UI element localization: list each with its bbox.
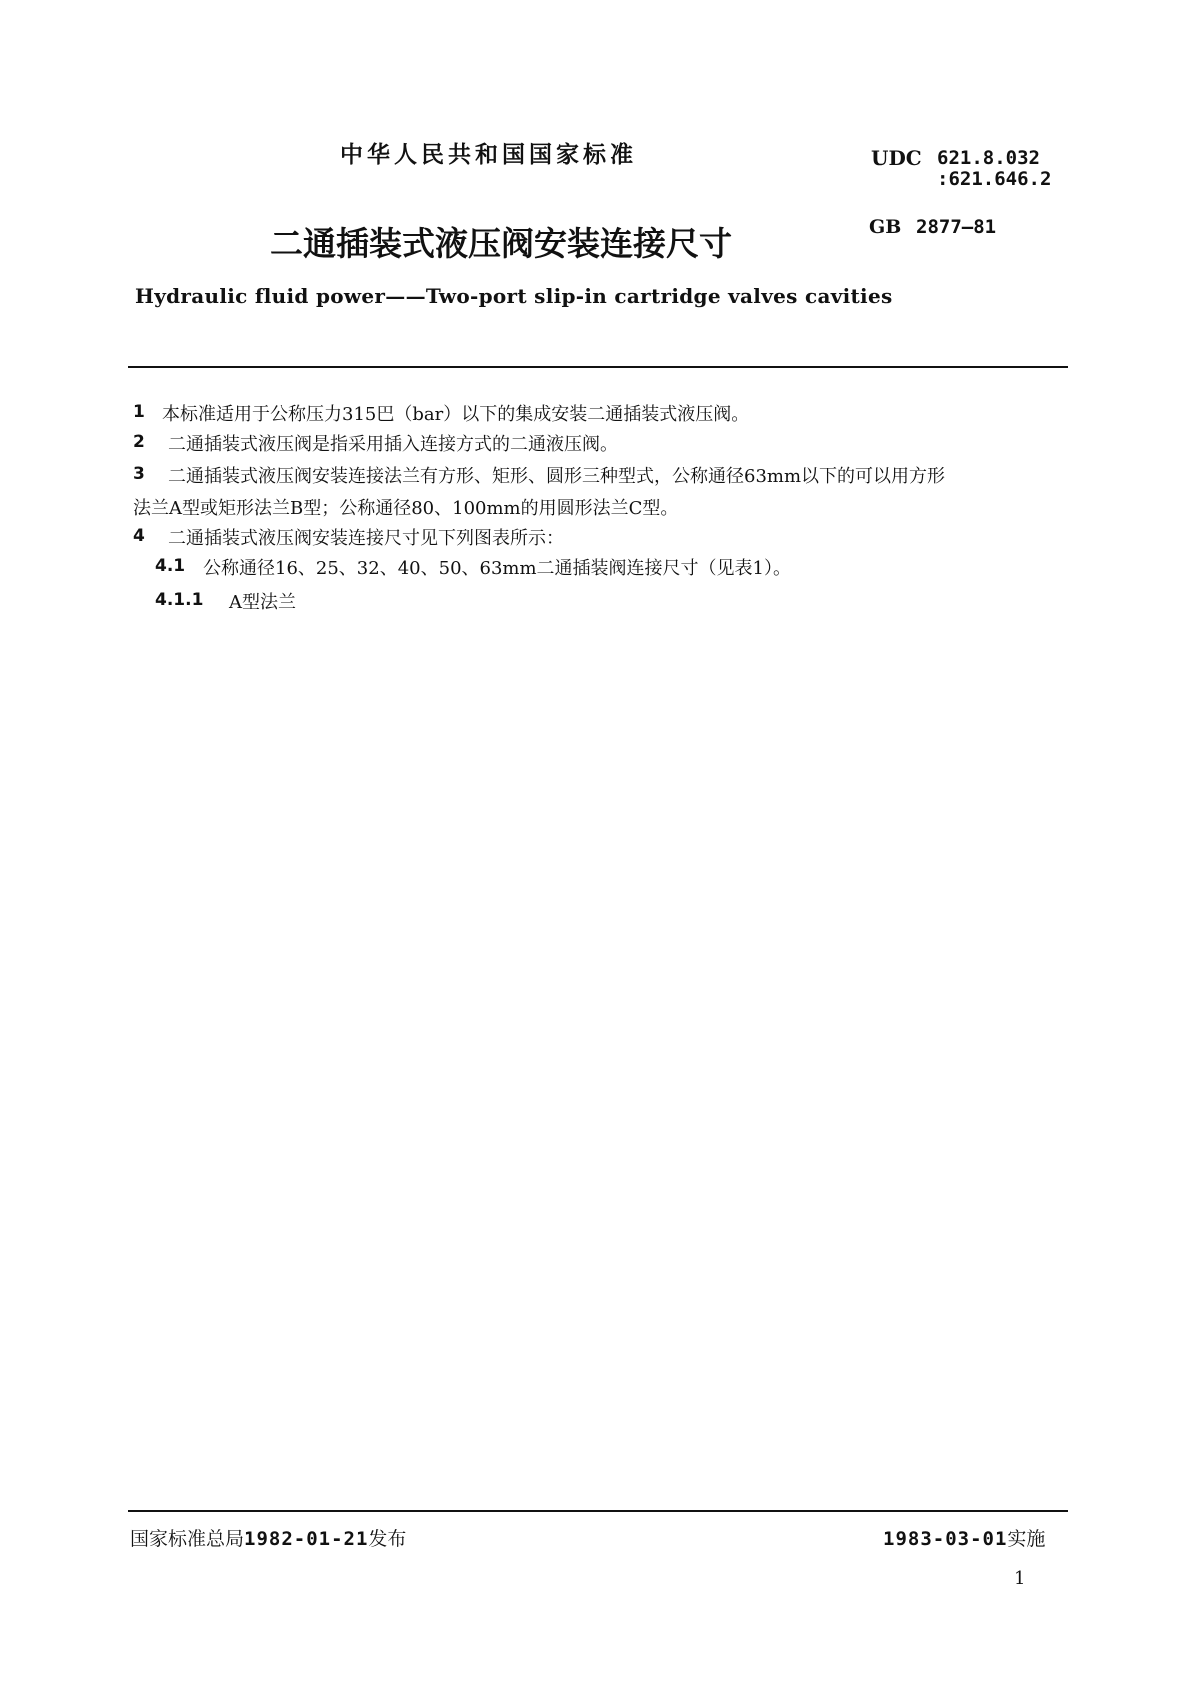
clause-number: 3 <box>133 464 145 484</box>
footer-divider <box>128 1510 1068 1512</box>
udc-label: UDC <box>871 146 922 170</box>
clause-number: 4.1 <box>155 556 186 576</box>
clause-number: 1 <box>133 402 145 422</box>
gb-number: 2877—81 <box>916 216 997 238</box>
clause-number: 4 <box>133 526 145 546</box>
issue-date: 1982-01-21 <box>244 1528 369 1550</box>
clause-text-continuation: 法兰A型或矩形法兰B型；公称通径80、100mm的用圆形法兰C型。 <box>133 498 679 519</box>
udc-code-secondary: :621.646.2 <box>937 168 1052 190</box>
clause-text: 二通插装式液压阀安装连接尺寸见下列图表所示： <box>168 528 564 549</box>
clause-text: 公称通径16、25、32、40、50、63mm二通插装阀连接尺寸（见表1）。 <box>203 558 792 579</box>
clause-text: 二通插装式液压阀是指采用插入连接方式的二通液压阀。 <box>168 434 618 455</box>
header-divider <box>128 366 1068 368</box>
clause-number: 2 <box>133 432 145 452</box>
clause-text: A型法兰 <box>229 592 296 613</box>
issue-suffix: 发布 <box>368 1528 407 1550</box>
clause-text: 二通插装式液压阀安装连接法兰有方形、矩形、圆形三种型式，公称通径63mm以下的可以用方形 <box>168 466 946 487</box>
udc-code-primary: 621.8.032 <box>937 147 1040 169</box>
clause-number: 4.1.1 <box>155 590 204 610</box>
gb-label: GB <box>869 216 902 238</box>
effective-date: 1983-03-01 <box>883 1528 1008 1550</box>
page-number: 1 <box>1014 1568 1026 1589</box>
effective-info <box>883 1524 1045 1551</box>
effective-suffix: 实施 <box>1007 1528 1046 1550</box>
document-title-english: Hydraulic fluid power——Two-port slip-in cartridge valves cavities <box>135 284 893 308</box>
issuing-authority: 国家标准总局 <box>130 1528 245 1550</box>
national-standard-title: 中华人民共和国国家标准 <box>340 142 637 168</box>
issue-info <box>130 1524 406 1551</box>
document-title-chinese: 二通插装式液压阀安装连接尺寸 <box>270 224 732 263</box>
clause-text: 本标准适用于公称压力315巴（bar）以下的集成安装二通插装式液压阀。 <box>162 404 750 425</box>
